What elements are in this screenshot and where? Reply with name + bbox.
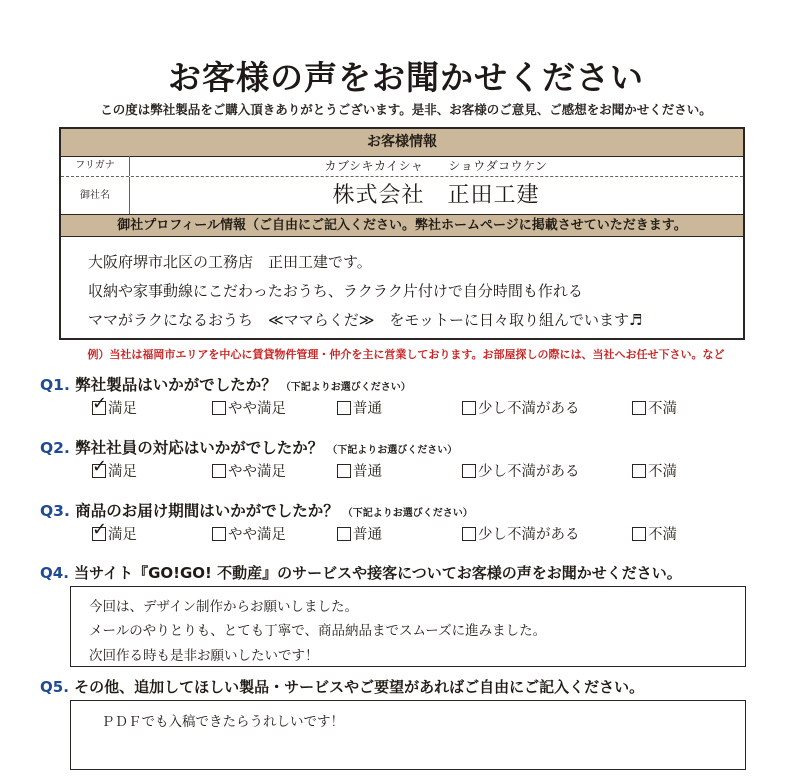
furigana-value[interactable]: カブシキカイシャ ショウダコウケン (324, 159, 548, 173)
q2-option-satisfied[interactable] (92, 456, 137, 481)
question-hint: （下記よりお選びください） (280, 382, 411, 393)
check-mark-icon: ✓ (92, 393, 108, 414)
company-value[interactable]: 株式会社 正田工建 (332, 183, 540, 208)
question-2 (40, 436, 457, 458)
profile-header: 御社プロフィール情報（ご自由にご記入ください。弊社ホームページに掲載させていただきます。 (61, 214, 743, 237)
checkbox[interactable] (337, 527, 351, 541)
company-row (61, 177, 743, 214)
check-mark-icon: ✓ (92, 519, 108, 540)
option-label: 不満 (648, 464, 677, 480)
question-5 (40, 676, 644, 697)
question-4 (40, 562, 682, 583)
question-text: 弊社製品はいかがでしたか？ (75, 376, 277, 394)
company-label: 御社名 (61, 177, 130, 214)
profile-line: 大阪府堺市北区の工務店 正田工建です。 (88, 253, 372, 271)
page-title: お客様の声をお聞かせください (168, 58, 644, 97)
question-3 (40, 499, 473, 521)
answer-line: 今回は、デザイン制作からお願いしました。 (89, 599, 359, 615)
checkbox[interactable] (632, 527, 646, 541)
option-label: やや満足 (228, 401, 286, 417)
answer-line: ＰＤＦでも入稿できたらうれしいです！ (101, 714, 344, 730)
option-label: 不満 (648, 527, 677, 543)
option-label: 普通 (353, 527, 382, 543)
q3-option-satisfied[interactable] (92, 519, 137, 544)
example-note: 例）当社は福岡市エリアを中心に賃貸物件管理・仲介を主に営業しております。お部屋探しの際には、当社へお任せ下さい。など (87, 348, 725, 361)
option-label: やや満足 (228, 527, 286, 543)
option-label: 少し不満がある (478, 401, 580, 417)
question-number: Q3. (40, 502, 70, 520)
question-text: 弊社社員の対応はいかがでしたか？ (75, 439, 324, 457)
option-label: 不満 (648, 401, 677, 417)
question-hint: （下記よりお選びください） (342, 508, 473, 519)
question-1 (40, 373, 411, 395)
option-label: 少し不満がある (478, 464, 580, 480)
question-text: 当サイト『GO!GO! 不動産』のサービスや接客についてお客様の声をお聞かせください。 (74, 564, 682, 582)
checkbox[interactable] (632, 464, 646, 478)
q1-option-slightly-dissatisfied[interactable] (462, 400, 580, 418)
checkbox[interactable] (337, 464, 351, 478)
question-number: Q2. (40, 439, 70, 457)
checkbox-checked[interactable] (92, 456, 108, 478)
q2-option-dissatisfied[interactable] (632, 463, 677, 481)
question-text: その他、追加してほしい製品・サービスやご要望があればご自由にご記入ください。 (74, 678, 645, 696)
q2-option-somewhat-satisfied[interactable] (212, 463, 286, 481)
checkbox[interactable] (212, 464, 226, 478)
furigana-row (61, 156, 743, 177)
question-number: Q1. (40, 376, 70, 394)
checkbox-checked[interactable] (92, 393, 108, 415)
checkbox[interactable] (462, 527, 476, 541)
option-label: 普通 (353, 464, 382, 480)
q3-option-somewhat-satisfied[interactable] (212, 526, 286, 544)
question-number: Q5. (40, 678, 69, 696)
q3-option-neutral[interactable] (337, 526, 382, 544)
q1-option-somewhat-satisfied[interactable] (212, 400, 286, 418)
checkbox[interactable] (462, 464, 476, 478)
question-hint: （下記よりお選びください） (327, 445, 458, 456)
check-mark-icon: ✓ (92, 456, 108, 477)
profile-line: 収納や家事動線にこだわったおうち、ラクラク片付けで自分時間も作れる (88, 282, 583, 300)
option-label: 普通 (353, 401, 382, 417)
option-label: 満足 (108, 527, 137, 543)
q3-option-slightly-dissatisfied[interactable] (462, 526, 580, 544)
checkbox[interactable] (212, 401, 226, 415)
q1-option-satisfied[interactable] (92, 393, 137, 418)
option-label: 満足 (108, 401, 137, 417)
q1-option-neutral[interactable] (337, 400, 382, 418)
q3-option-dissatisfied[interactable] (632, 526, 677, 544)
question-number: Q4. (40, 564, 69, 582)
q2-option-slightly-dissatisfied[interactable] (462, 463, 580, 481)
q5-answer-box[interactable] (70, 700, 746, 770)
answer-line: 次回作る時も是非お願いしたいです！ (89, 648, 319, 664)
checkbox[interactable] (632, 401, 646, 415)
checkbox[interactable] (212, 527, 226, 541)
answer-line: メールのやりとりも、とても丁寧で、商品納品までスムーズに進みました。 (89, 623, 547, 639)
profile-line: ママがラクになるおうち ≪ママらくだ≫ をモットーに日々取り組んでいます♬ (88, 311, 643, 329)
customer-info-header: お客様情報 (61, 129, 743, 157)
checkbox[interactable] (462, 401, 476, 415)
question-text: 商品のお届け期間はいかがでしたか？ (75, 502, 339, 520)
option-label: やや満足 (228, 464, 286, 480)
checkbox-checked[interactable] (92, 519, 108, 541)
q1-option-dissatisfied[interactable] (632, 400, 677, 418)
furigana-label: フリガナ (61, 156, 130, 176)
page-subtitle: この度は弊社製品をご購入頂きありがとうございます。是非、お客様のご意見、ご感想をお聞かせください。 (100, 102, 712, 117)
q2-option-neutral[interactable] (337, 463, 382, 481)
q4-answer-box[interactable] (70, 586, 746, 667)
profile-text[interactable] (88, 248, 802, 335)
option-label: 満足 (108, 464, 137, 480)
checkbox[interactable] (337, 401, 351, 415)
option-label: 少し不満がある (478, 527, 580, 543)
